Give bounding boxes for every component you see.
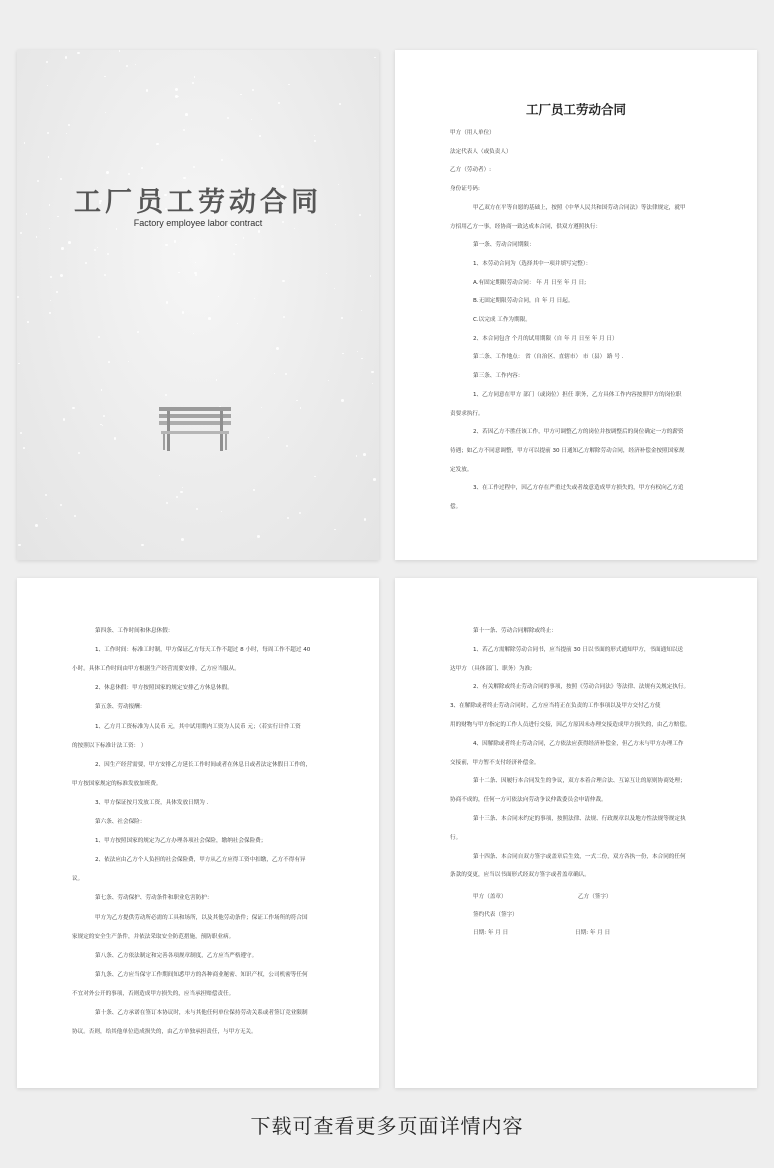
- snow-fleck: [176, 496, 178, 498]
- snow-fleck: [254, 298, 255, 299]
- party-a-seal-label: 甲方（盖章）: [473, 894, 507, 900]
- snow-fleck: [372, 383, 373, 384]
- snow-fleck: [128, 361, 129, 362]
- snow-fleck: [216, 379, 218, 381]
- text-line: 偿。: [450, 504, 462, 510]
- text-line: 2、因生产经营需要，甲方安排乙方延长工作时间或者在休息日或者法定休假日工作的，: [95, 761, 312, 768]
- snow-fleck: [278, 102, 280, 104]
- snow-fleck: [17, 296, 19, 298]
- snow-fleck: [274, 373, 276, 375]
- snow-fleck: [60, 274, 63, 277]
- snow-fleck: [98, 336, 100, 338]
- download-prompt[interactable]: 下载可查看更多页面详情内容: [250, 1114, 524, 1138]
- snow-fleck: [102, 425, 103, 426]
- snow-fleck: [218, 296, 219, 297]
- text-line: 3、在工作过程中，因乙方存在严重过失或者故意造成甲方损失的，甲方有权向乙方追: [473, 485, 684, 492]
- text-line: 3、甲方保证按月发放工资，具体发放日期为 .: [95, 799, 209, 806]
- text-line: 第九条、乙方应当保守工作期间知悉甲方的各种商业秘密、知识产权，公司机密等任何: [95, 971, 308, 978]
- snow-fleck: [61, 247, 64, 250]
- snow-fleck: [341, 399, 344, 402]
- text-line: 第十二条、因履行本合同发生的争议，双方本着合理合法、互谅互让的原则协商处理；: [473, 778, 686, 785]
- snow-fleck: [68, 124, 70, 126]
- snow-fleck: [314, 140, 316, 142]
- snow-fleck: [146, 89, 149, 92]
- snow-fleck: [165, 244, 168, 247]
- snow-fleck: [185, 113, 188, 116]
- contract-page-2: [17, 578, 379, 1088]
- snow-fleck: [183, 129, 185, 131]
- text-line: 2、休息休假：甲方按照国家的规定安排乙方休息休假。: [95, 685, 233, 692]
- snow-fleck: [240, 94, 242, 96]
- party-b-date: 日期: 年 月 日: [575, 930, 611, 936]
- snow-fleck: [46, 518, 47, 519]
- snow-fleck: [288, 84, 290, 86]
- snow-fleck: [357, 351, 358, 352]
- snow-fleck: [243, 237, 245, 239]
- snow-fleck: [63, 418, 66, 421]
- snow-fleck: [181, 538, 184, 541]
- snow-fleck: [221, 159, 223, 161]
- snow-fleck: [259, 135, 260, 136]
- snow-fleck: [77, 52, 80, 55]
- text-line: 1、本劳动合同为（选择其中一项并填写完整）：: [473, 260, 592, 267]
- text-line: 1、若乙方需解除劳动合同书，应当提前 30 日以书面的形式通知甲方，书面通知以送: [473, 646, 684, 653]
- snow-fleck: [283, 316, 285, 318]
- snow-fleck: [258, 230, 260, 232]
- snow-fleck: [24, 142, 26, 144]
- snow-fleck: [326, 273, 327, 274]
- snow-fleck: [221, 511, 222, 512]
- snow-fleck: [193, 166, 195, 168]
- snow-fleck: [196, 508, 198, 510]
- snow-fleck: [268, 437, 269, 438]
- snow-fleck: [364, 518, 367, 521]
- text-line: 甲方为乙方提供劳动所必需的工具和场所，以及其他劳动条件；保证工作场所的符合国: [95, 914, 308, 921]
- snow-fleck: [56, 291, 58, 293]
- snow-fleck: [108, 361, 110, 363]
- snow-fleck: [339, 103, 341, 105]
- snow-fleck: [334, 288, 335, 289]
- cover-title: 工厂员工劳动合同: [74, 187, 322, 218]
- snow-fleck: [94, 249, 96, 251]
- text-line: 定发放。: [450, 466, 473, 473]
- text-line: 方招用乙方一事，经协商一致达成本合同，供双方遵照执行：: [450, 223, 602, 230]
- text-line: 第八条、乙方依法制定和完善各项规章制度，乙方应当严格遵守。: [95, 952, 258, 959]
- snow-fleck: [97, 247, 98, 248]
- snow-fleck: [45, 494, 47, 496]
- text-line: 第五条、劳动报酬：: [95, 704, 146, 711]
- snow-fleck: [104, 274, 106, 276]
- snow-fleck: [282, 280, 284, 282]
- cover-subtitle: Factory employee labor contract: [133, 218, 263, 228]
- snow-fleck: [285, 373, 287, 375]
- text-line: 第三条、工作内容：: [473, 373, 524, 380]
- snow-fleck: [361, 358, 363, 360]
- snow-fleck: [74, 515, 76, 517]
- text-line: 用的财物与甲方指定的工作人员进行交接，因乙方原因未办理交接造成甲方损失的，由乙方赔偿。: [450, 722, 691, 728]
- text-line: 身份证号码:: [450, 186, 480, 193]
- text-line: 4、因解除或者终止劳动合同，乙方依法应获得经济补偿金，但乙方未与甲方办理工作: [473, 740, 684, 747]
- snow-fleck: [104, 76, 106, 78]
- text-line: 第七条、劳动保护、劳动条件和职业危害防护：: [95, 895, 213, 902]
- snow-fleck: [20, 232, 22, 234]
- text-line: 1、乙方月工资标准为人民币 元，其中试用期内工资为人民币 元；（若实行计件工资: [95, 723, 301, 730]
- bench-illustration: [157, 405, 233, 455]
- snow-fleck: [166, 301, 168, 303]
- snow-fleck: [374, 57, 375, 58]
- snow-fleck: [35, 524, 38, 527]
- text-line: A.有固定期限劳动合同： 年 月 日至 年 月 日;: [473, 279, 587, 286]
- snow-fleck: [103, 415, 105, 417]
- snow-fleck: [261, 407, 262, 408]
- snow-fleck: [106, 171, 109, 174]
- snow-fleck: [328, 380, 329, 381]
- text-line: 甲方按国家规定的标准发放加班费。: [72, 780, 162, 787]
- snow-fleck: [257, 535, 260, 538]
- snow-fleck: [128, 173, 130, 175]
- snow-fleck: [175, 88, 178, 91]
- text-line: 1、甲方按照国家的规定为乙方办理各项社会保险，缴纳社会保险费；: [95, 838, 267, 845]
- snow-fleck: [356, 455, 358, 457]
- snow-fleck: [166, 502, 168, 504]
- cover-page: [17, 50, 379, 560]
- snow-fleck: [36, 236, 38, 238]
- text-line: 第十条、乙方承诺在签订本协议时，未与其他任何单位保持劳动关系或者签订竞业限制: [95, 1010, 308, 1016]
- text-line: 责要求执行。: [450, 410, 484, 417]
- snow-fleck: [342, 353, 344, 355]
- text-line: 交接前，甲方暂不支付经济补偿金。: [450, 759, 540, 766]
- snow-fleck: [116, 228, 118, 230]
- snow-fleck: [370, 275, 371, 276]
- snow-fleck: [300, 407, 302, 409]
- snow-fleck: [165, 394, 167, 396]
- snow-fleck: [159, 475, 160, 476]
- snow-fleck: [334, 529, 336, 531]
- text-line: 2、依法应由乙方个人负担的社会保险费，甲方从乙方应得工资中扣缴，乙方不得有异: [95, 857, 306, 864]
- text-line: 2、本合同包含 个月的试用期限（自 年 月 日至 年 月 日）: [473, 335, 618, 342]
- snow-fleck: [27, 321, 29, 323]
- text-line: 第十三条、本合同未约定的事项，按照法律、法规、行政规章以及地方性法规等规定执: [473, 816, 686, 822]
- text-line: 的按照以下标准计法工资： ）: [72, 742, 147, 749]
- snow-fleck: [174, 240, 176, 242]
- snow-fleck: [48, 156, 49, 157]
- snow-fleck: [194, 76, 196, 78]
- snow-fleck: [373, 478, 376, 481]
- snow-fleck: [235, 244, 236, 245]
- text-line: B.无固定期限劳动合同，自 年 月 日起。: [473, 298, 574, 305]
- text-line: 第一条、劳动合同期限：: [473, 242, 535, 249]
- snow-fleck: [20, 432, 22, 434]
- snow-fleck: [85, 262, 87, 264]
- text-line: 第二条、工作地点： 省（自治区、直辖市） 市（县） 路 号 .: [473, 354, 624, 361]
- snow-fleck: [193, 333, 194, 334]
- snow-fleck: [252, 89, 254, 91]
- snow-fleck: [195, 274, 197, 276]
- text-line: 3、在解除或者终止劳动合同时，乙方应当将正在负责的工作事项以及甲方交付乙方使: [450, 703, 661, 710]
- text-line: 1、乙方同意在甲方 部门（或岗位）担任 职务，乙方具体工作内容按照甲方的岗位职: [473, 391, 682, 398]
- contract-page-3: [395, 578, 757, 1088]
- text-line: 甲方（用人单位）: [450, 130, 495, 136]
- snow-fleck: [233, 253, 236, 256]
- text-line: 第十一条、劳动合同解除或终止：: [473, 628, 557, 634]
- snow-fleck: [47, 132, 49, 134]
- snow-fleck: [49, 228, 50, 229]
- snow-fleck: [135, 64, 136, 65]
- snow-fleck: [287, 517, 289, 519]
- text-line: 法定代表人（或负责人）: [450, 148, 512, 155]
- text-line: 协议。否则，给其他单位造成损失的，由乙方单独承担责任，与甲方无关。: [72, 1029, 257, 1036]
- snow-fleck: [286, 445, 288, 447]
- snow-fleck: [114, 437, 117, 440]
- snow-fleck: [299, 512, 301, 514]
- text-line: 1、工作时间：标准工时制，甲方保证乙方每天工作不超过 8 小时，每周工作不超过 40: [95, 647, 311, 654]
- text-line: 2、若因乙方不胜任该工作，甲方可调整乙方的岗位并按调整后的岗位确定一方的薪资: [473, 429, 684, 436]
- snow-fleck: [50, 276, 52, 278]
- snow-fleck: [192, 82, 194, 84]
- snow-fleck: [105, 112, 107, 114]
- snow-fleck: [101, 389, 102, 390]
- snow-fleck: [78, 452, 80, 454]
- snow-fleck: [60, 504, 62, 506]
- text-line: 2、有关解除或终止劳动合同的事项，按照《劳动合同法》等法律、法规有关规定执行。: [473, 684, 690, 691]
- text-line: 条款的变更，应当以书面形式经双方签字或者盖章确认。: [450, 872, 590, 879]
- snow-fleck: [68, 241, 71, 244]
- snow-fleck: [195, 262, 196, 263]
- text-line: 乙方（劳动者）:: [450, 167, 492, 174]
- snow-fleck: [66, 133, 67, 134]
- party-a-date: 日期: 年 月 日: [473, 930, 509, 936]
- snow-fleck: [208, 317, 211, 320]
- snow-fleck: [50, 300, 51, 301]
- snow-fleck: [141, 167, 143, 169]
- snow-fleck: [363, 453, 366, 456]
- snow-fleck: [47, 85, 48, 86]
- snow-fleck: [182, 311, 185, 314]
- snow-fleck: [156, 143, 158, 145]
- text-line: 第四条、工作时间和休息休假：: [95, 628, 174, 634]
- snow-fleck: [180, 491, 182, 493]
- snow-fleck: [276, 347, 279, 350]
- snow-fleck: [49, 312, 50, 313]
- snow-fleck: [371, 371, 374, 374]
- text-line: 协商不成的，任何一方可依法向劳动争议仲裁委员会申请仲裁。: [450, 797, 607, 804]
- snow-fleck: [72, 407, 74, 409]
- snow-fleck: [253, 489, 254, 490]
- snow-fleck: [65, 56, 67, 58]
- document-title: 工厂员工劳动合同: [525, 102, 626, 117]
- contract-page-1: [395, 50, 757, 560]
- text-line: 小时。具体工作时间由甲方根据生产经营需要安排，乙方应当服从。: [72, 666, 240, 673]
- snow-fleck: [361, 310, 362, 311]
- snow-fleck: [141, 544, 144, 547]
- snow-fleck: [182, 487, 183, 488]
- text-line: 第十四条、本合同自双方签字或盖章后生效，一式二份，双方各执一份，本合同的任何: [473, 853, 686, 860]
- text-line: 达甲方 （具体部门、职务）为准;: [450, 665, 532, 672]
- snow-fleck: [296, 400, 297, 401]
- text-line: 议。: [72, 876, 84, 883]
- snow-fleck: [18, 544, 20, 546]
- snow-fleck: [314, 476, 315, 477]
- text-line: 行。: [450, 834, 462, 841]
- snow-fleck: [178, 96, 179, 97]
- snow-fleck: [107, 253, 109, 255]
- snow-fleck: [314, 135, 315, 136]
- representative-label: 签约代表（签字）: [473, 912, 518, 918]
- snow-fleck: [175, 95, 178, 98]
- snow-fleck: [227, 117, 229, 119]
- snow-fleck: [137, 331, 139, 333]
- snow-fleck: [126, 65, 128, 67]
- text-line: 第六条、社会保险：: [95, 819, 146, 825]
- text-line: 待遇；如乙方不同意调整，甲方可以提前 30 日通知乙方解除劳动合同，经济补偿金按照国家规: [450, 447, 685, 454]
- snow-fleck: [341, 317, 343, 319]
- text-line: 家规定的安全生产条件，并依法采取安全防范措施，预防职业病。: [72, 933, 235, 940]
- snow-fleck: [251, 119, 252, 120]
- text-line: 不宜对外公开的事项，否则造成甲方损失的，应当承担赔偿责任。: [72, 990, 235, 997]
- party-b-sign-label: 乙方（签字）: [578, 894, 612, 900]
- text-line: C.以完成 工作为期限。: [473, 317, 531, 323]
- snow-fleck: [18, 363, 19, 364]
- text-line: 甲乙双方在平等自愿的基础上，按照《中华人民共和国劳动合同法》等法律规定，就甲: [473, 204, 686, 211]
- snow-fleck: [237, 323, 238, 324]
- snow-fleck: [46, 61, 48, 63]
- snow-fleck: [119, 50, 121, 52]
- snow-fleck: [23, 447, 25, 449]
- snow-fleck: [178, 272, 180, 274]
